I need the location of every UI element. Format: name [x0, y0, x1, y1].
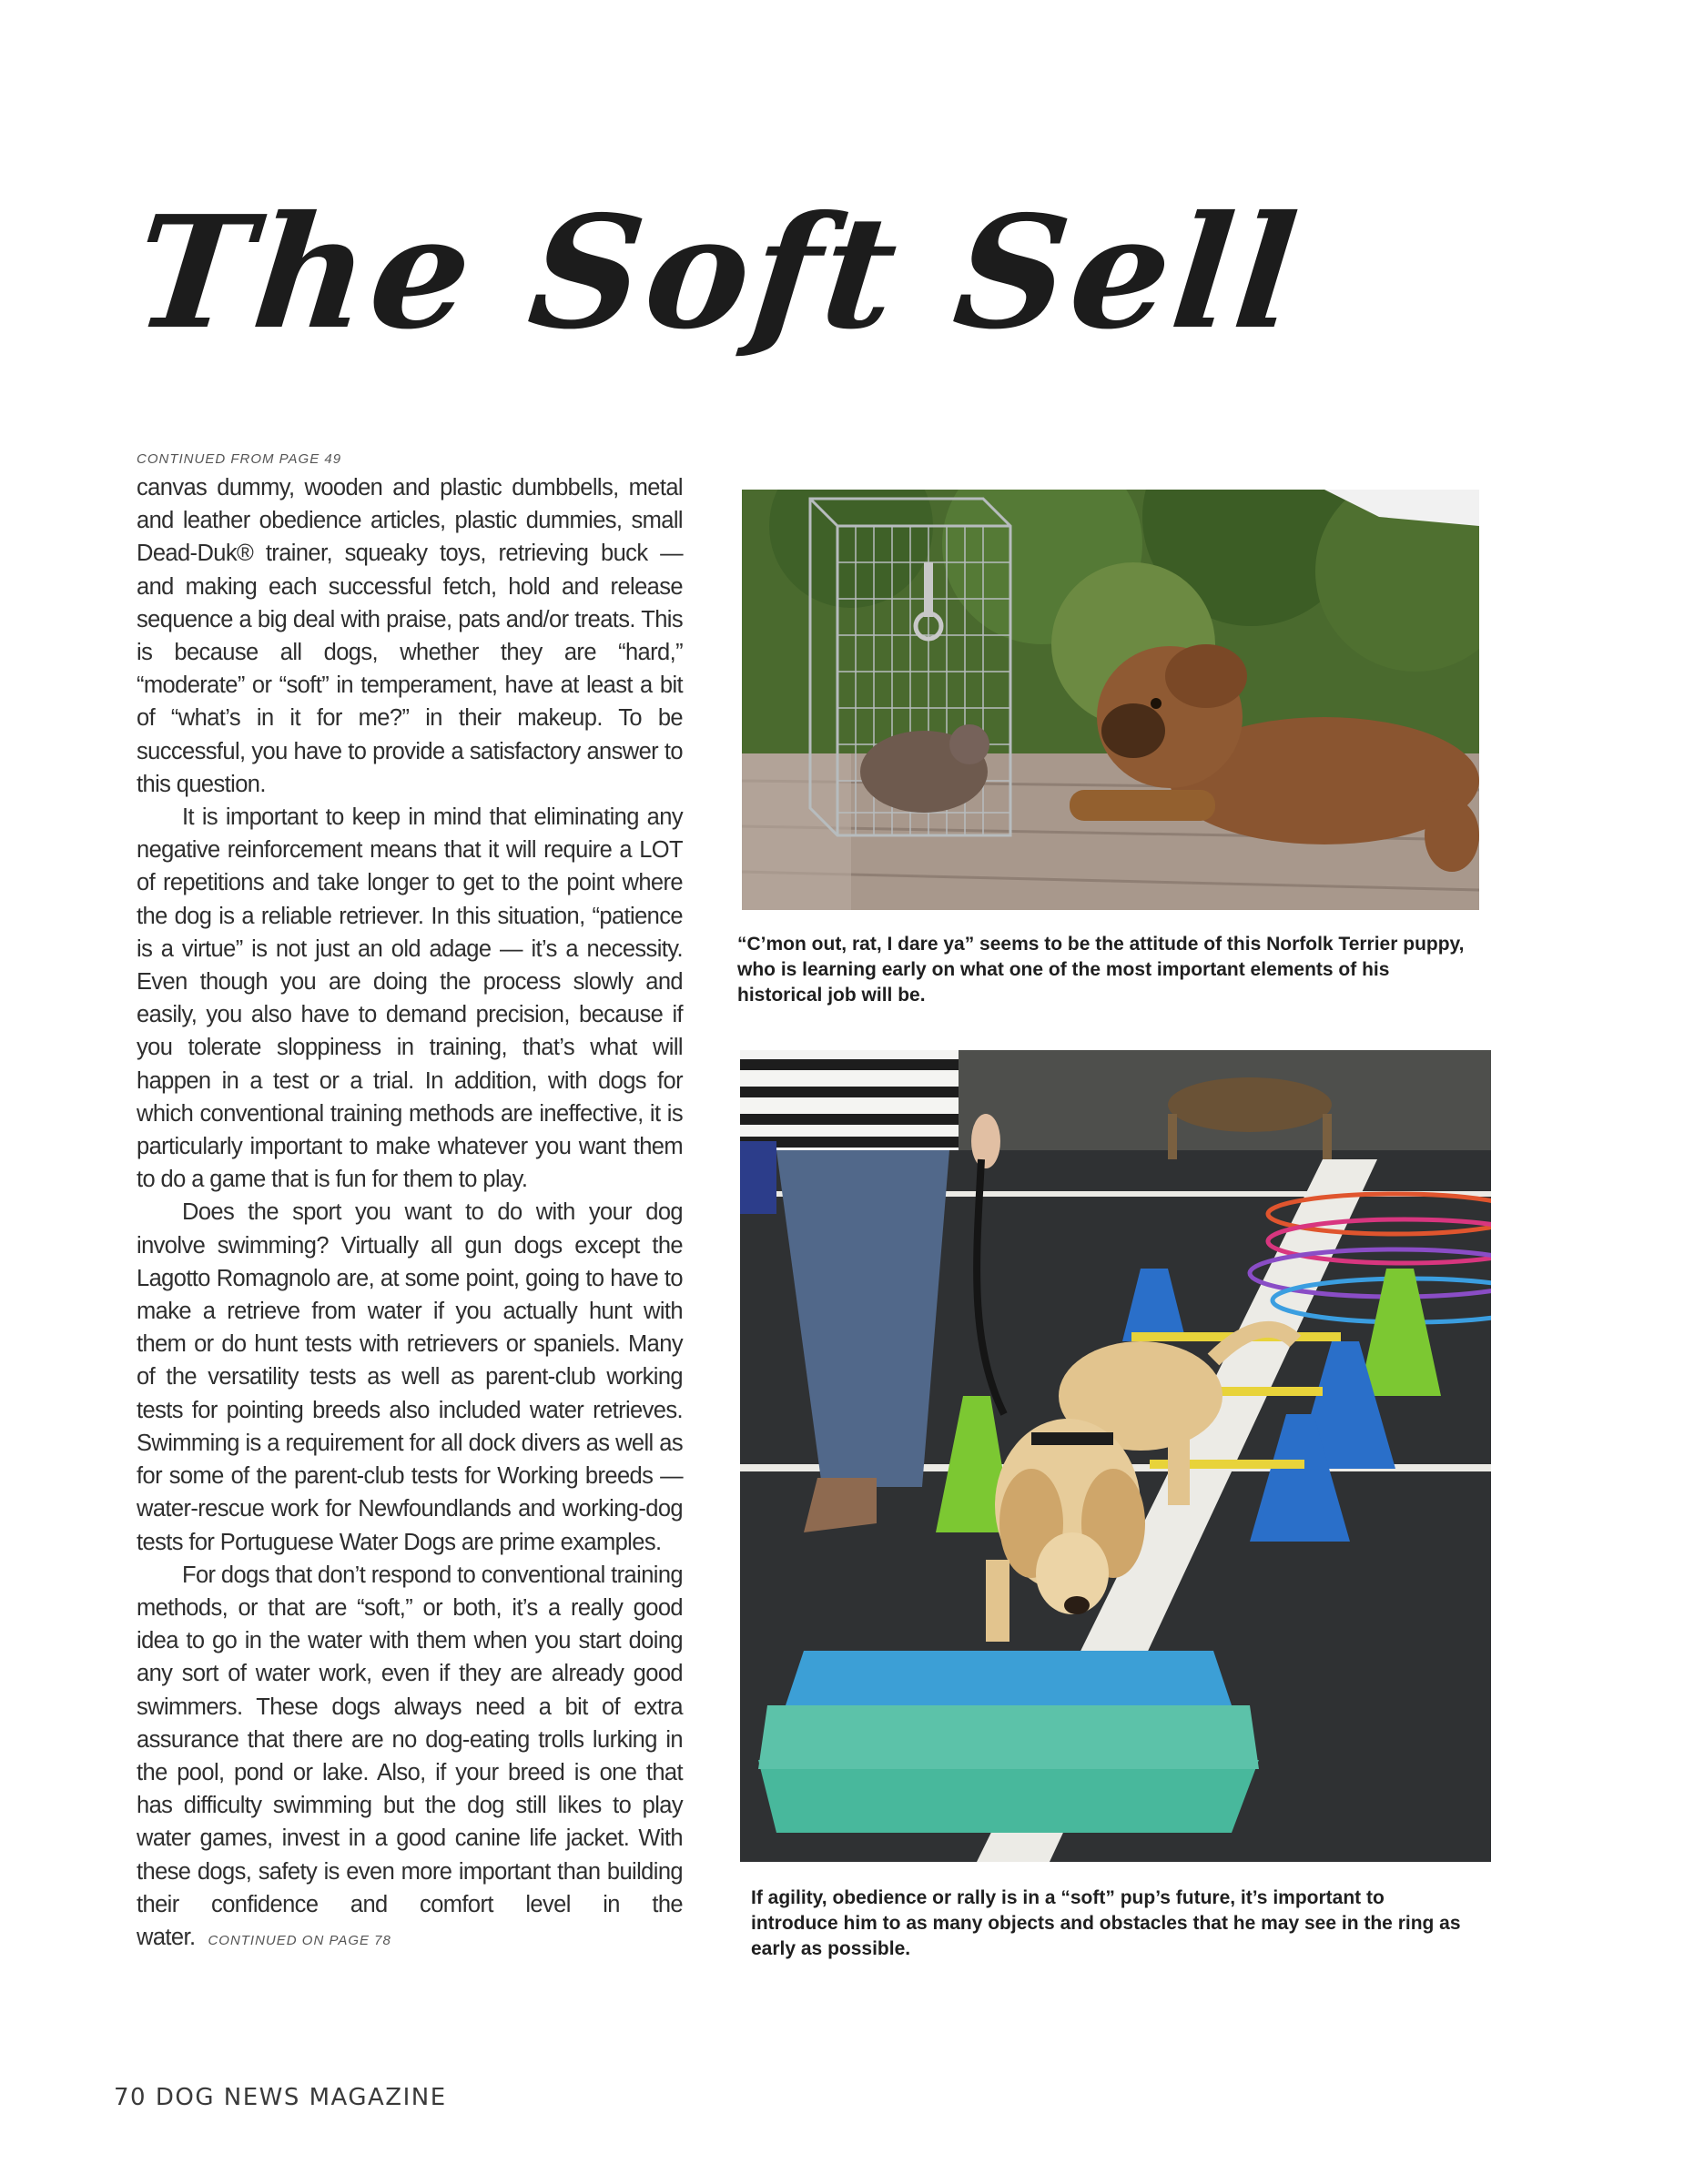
continued-from-label: CONTINUED FROM PAGE 49 — [137, 451, 342, 467]
page-folio: 70 DOG NEWS MAGAZINE — [114, 2084, 447, 2111]
terrier-and-rat-photo — [742, 490, 1479, 910]
article-paragraph — [137, 1559, 683, 1957]
step-platform — [758, 1651, 1259, 1833]
article-body — [137, 471, 683, 1957]
article-paragraph: Does the sport you want to do with your dog involve swimming? Virtually all gun dogs except the Lagotto Romagnolo are, at some point, going to have to make a retrieve from water if you actually hunt with them or do hunt tests with retrievers or spaniels. Many of the versatility tests as well as parent-club working tests for pointing breeds also included water retrieves. Swimming is a requirement for all dock divers as well as for some of the parent-club tests for Working breeds — water-rescue work for Newfoundlands and working-dog tests for Portuguese Water Dogs are prime examples. — [137, 1199, 683, 1555]
continued-on-label: CONTINUED ON PAGE 78 — [208, 1932, 391, 1948]
article-paragraph: It is important to keep in mind that eliminating any negative reinforcement means that it will require a LOT of repetitions and take longer to get to the point where the dog is a reliable retriever. In this situation, “patience is a virtue” is not just an old adage — it’s a necessity. Even though you are doing the process slowly and easily, you also have to demand precision, because if you tolerate sloppiness in training, that’s what will happen in a test or a trial. In addition, with dogs for which conventional training methods are ineffective, it is particularly important to make whatever you want them to do a game that is fun for them to play. — [137, 804, 683, 1193]
article-title: The Soft Sell — [127, 182, 1309, 364]
photo-caption-2: If agility, obedience or rally is in a “soft” pup’s future, it’s important to introduce him to as many objects and obstacles that he may see in the ring as early as possible. — [751, 1887, 1461, 1959]
photo-caption-1: “C’mon out, rat, I dare ya” seems to be the attitude of this Norfolk Terrier puppy, who is learning early on what one of the most important elements of his historical job will be. — [737, 934, 1465, 1006]
article-paragraph: canvas dummy, wooden and plastic dumbbells, metal and leather obedience articles, plastic dummies, small Dead-Duk® trainer, squeaky toys, retrieving buck — and making each successful fetch, hold and release sequence a big deal with praise, pats and/or treats. This is because all dogs, whether they are “hard,” “moderate” or “soft” in temperament, have at least a bit of “what’s in it for me?” in their makeup. To be successful, you have to provide a satisfactory answer to this question. — [137, 475, 683, 797]
article-paragraph-text: For dogs that don’t respond to conventional training methods, or that are “soft,” or both, it’s a really good idea to go in the water with them when you start doing any sort of water work, even if they are already good swimmers. These dogs always need a bit of extra assurance that there are no dog-eating trolls lurking in the pool, pond or lake. Also, if your breed is one that has difficulty swimming but the dog still likes to play water games, invest in a good canine life jacket. With these dogs, safety is even more important than building their confidence and comfort level in the water. — [137, 1562, 684, 1950]
agility-puppy-photo — [740, 1050, 1491, 1862]
